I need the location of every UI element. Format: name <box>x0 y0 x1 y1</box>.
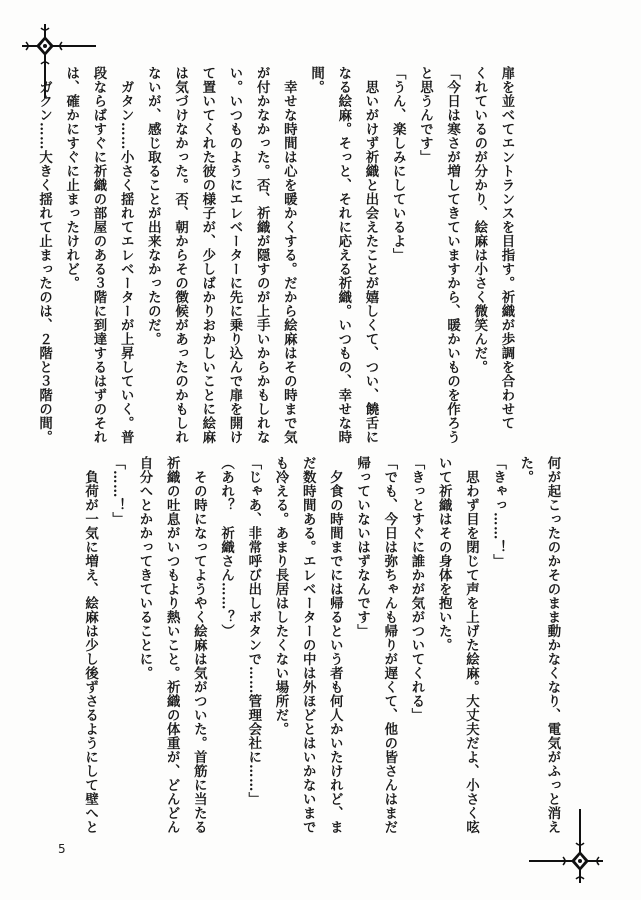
text-line: 間。 <box>308 66 325 94</box>
text-line: ガタン……小さく揺れてエレベーターが上昇していく。普 <box>118 66 135 444</box>
text-line: いて祈織はその身体を抱いた。 <box>436 456 453 652</box>
text-line: 「今日は寒さが増してきていますから、暖かいものを作ろう <box>444 66 461 444</box>
text-line: 負荷が一気に増え、絵麻は少し後ずさるようにして壁へと <box>82 456 99 834</box>
text-line: い。いつものようにエレベーターに先に乗り込んで扉を開け <box>226 66 243 444</box>
text-line: 「きゃっ……！」 <box>490 456 507 568</box>
text-line: 「きっとすぐに誰かが気がついてくれる」 <box>408 456 425 722</box>
text-line: も冷える。あまり長居はしたくない場所だ。 <box>272 456 289 736</box>
text-line: 思いがけず祈織と出会えたことが嬉しくて、つい、饒舌に <box>362 66 379 444</box>
text-line: （あれ？ 祈織さん……？） <box>218 456 235 638</box>
text-line: 扉を並べてエントランスを目指す。祈織が歩調を合わせて <box>499 66 515 430</box>
text-line: だ数時間ある。エレベーターの中は外ほどとはいかないまで <box>300 456 317 834</box>
text-line: 「でも、今日は弥ちゃんも帰りが遅くて、他の皆さんはまだ <box>381 456 398 834</box>
text-line: ガクン……大きく揺れて止まったのは、２階と３階の間。 <box>36 66 53 444</box>
text-line: 自分へとかかってきていることに。 <box>136 456 153 680</box>
text-line: 「じゃあ、非常呼び出しボタンで……管理会社に……」 <box>245 456 262 806</box>
text-line: 思わず目を閉じて声を上げた絵麻。大丈夫だよ、小さく呟 <box>463 456 480 834</box>
text-line: くれているのが分かり、絵麻は小さく微笑んだ。 <box>471 66 488 374</box>
text-line: 夕食の時間までには帰るという者も何人かいたけれど、ま <box>327 456 344 834</box>
text-line: ないが、感じ取ることが出来なかったのだ。 <box>145 66 162 346</box>
text-line: 帰っていないはずなんです」 <box>354 456 371 638</box>
text-block-lower <box>80 456 566 836</box>
text-block-upper <box>36 66 520 444</box>
text-line: は、確かにすぐに止まったけれど。 <box>63 66 80 290</box>
text-line: た。 <box>517 456 534 484</box>
text-line: て置いてくれた彼の様子が、少しばかりおかしいことに絵麻 <box>199 66 216 444</box>
text-line: 幸せな時間は心を暖かくする。だから絵麻はその時まで気 <box>281 66 298 444</box>
text-line: 「うん、楽しみにしているよ」 <box>390 66 407 262</box>
page-number: 5 <box>58 842 66 856</box>
text-line: は気づけなかった。否、朝からその徴候があったのかもしれ <box>172 66 189 444</box>
text-line: その時になってようやく絵麻は気がついた。首筋に当たる <box>191 456 208 834</box>
text-line: 段ならばすぐに祈織の部屋のある３階に到達するはずのそれ <box>90 66 107 444</box>
text-line: なる絵麻。そっと、それに応える祈織。いつもの、幸せな時 <box>335 66 352 444</box>
text-line: 何が起こったのかそのまま動かなくなり、電気がふっと消え <box>545 456 561 834</box>
text-line: 「……！」 <box>109 456 126 526</box>
text-line: が付かなかった。否、祈織が隠すのが上手いからかもしれな <box>254 66 271 444</box>
text-line: と思うんです」 <box>417 66 434 164</box>
text-line: 祈織の吐息がいつもより熱いこと。祈織の体重が、どんどん <box>164 456 181 834</box>
